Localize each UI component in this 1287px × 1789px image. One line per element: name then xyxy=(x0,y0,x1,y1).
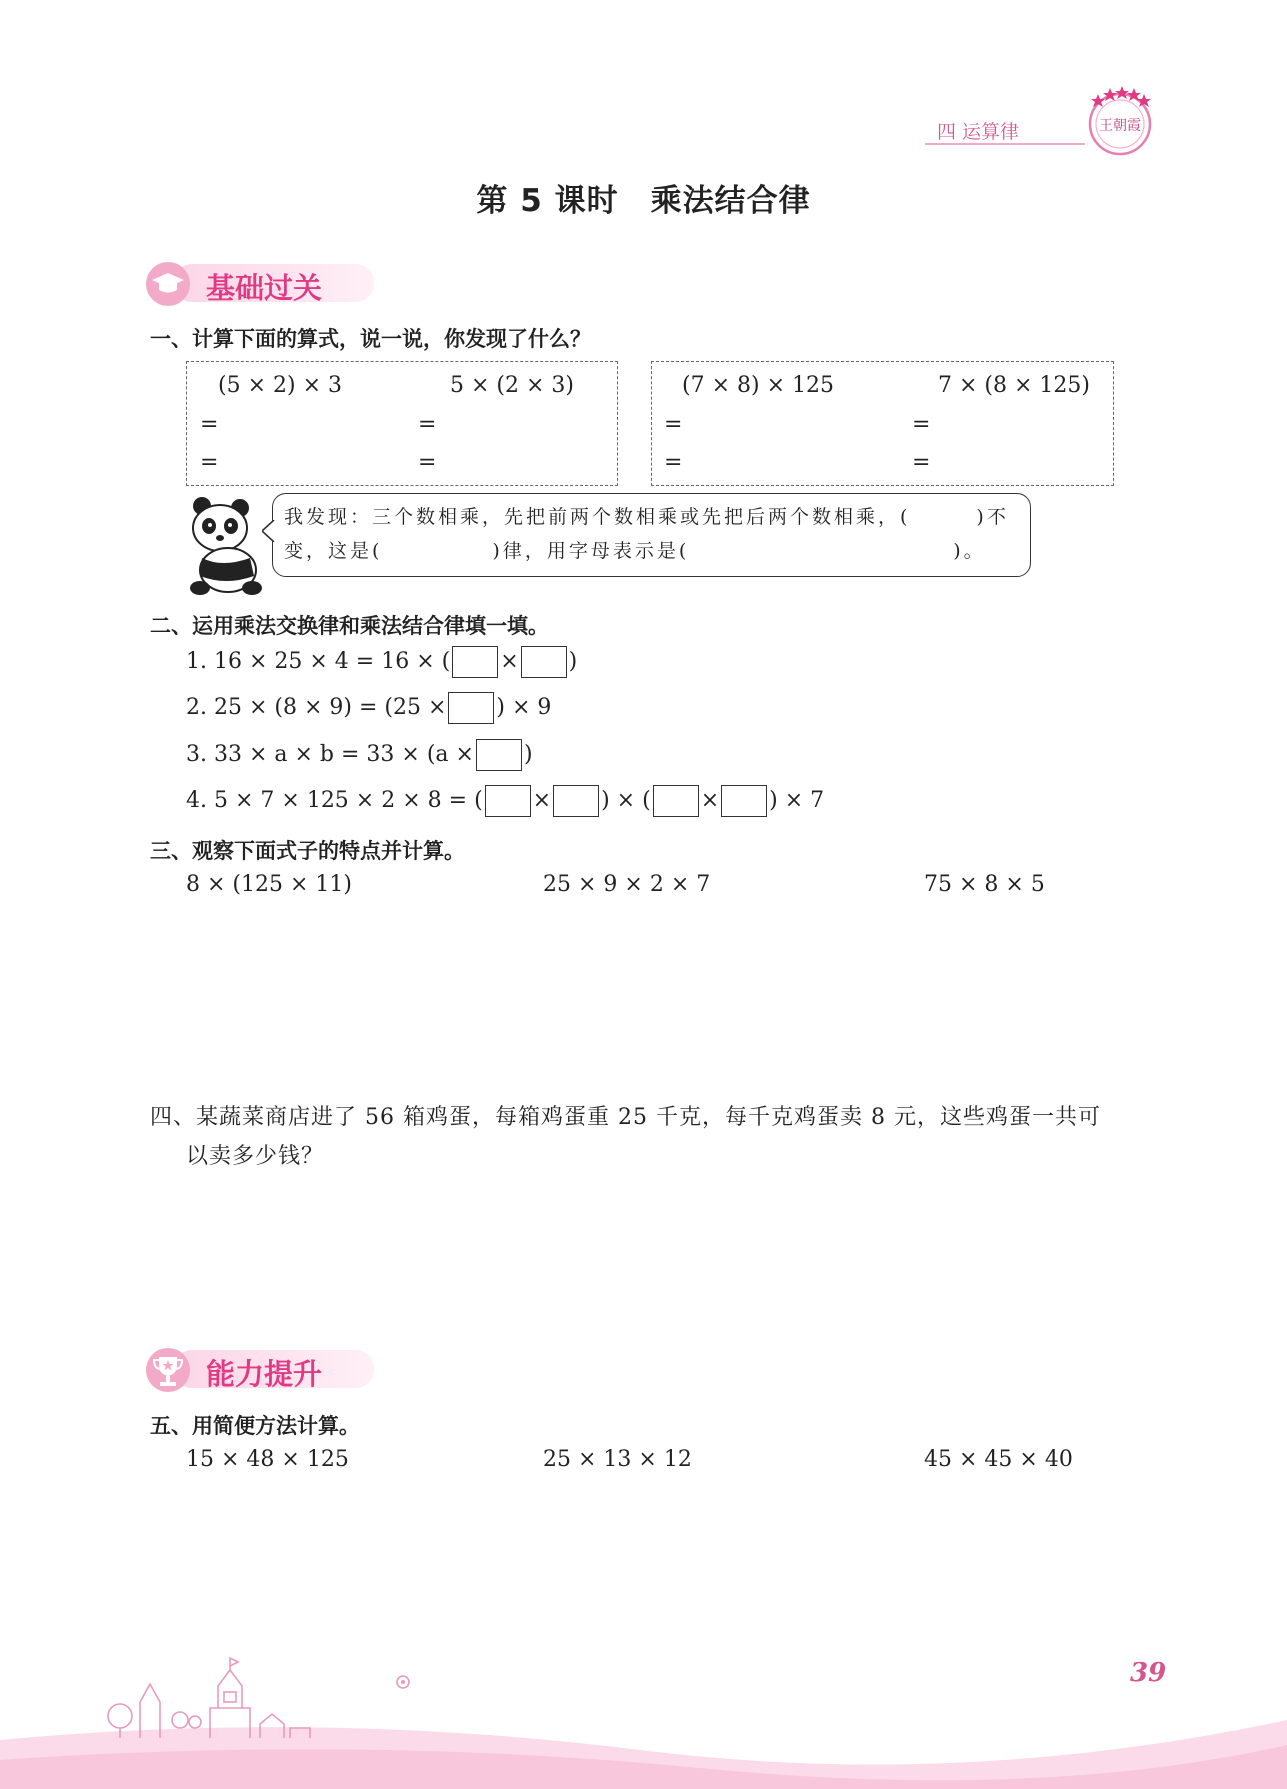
finding-text: 我发现：三个数相乘，先把前两个数相乘或先把后两个数相乘，( )不 xyxy=(284,506,1009,528)
question-4-text: 四、某蔬菜商店进了 56 箱鸡蛋，每箱鸡蛋重 25 千克，每千克鸡蛋卖 8 元，这些鸡蛋一共可 xyxy=(150,1105,1101,1130)
question-4-text: 以卖多少钱？ xyxy=(186,1144,325,1169)
flower-icon xyxy=(392,1672,414,1692)
finding-text: 变，这是( )律，用字母表示是( )。 xyxy=(284,540,986,562)
equals-sign: = xyxy=(418,450,437,475)
svg-text:王朝霞: 王朝霞 xyxy=(1099,118,1141,134)
calc-item: 75 × 8 × 5 xyxy=(924,872,1045,897)
question-1-prompt: 一、计算下面的算式，说一说，你发现了什么？ xyxy=(150,326,591,351)
row-text: × xyxy=(500,649,519,674)
calc-item: 25 × 13 × 12 xyxy=(543,1447,692,1472)
calc-item: 45 × 45 × 40 xyxy=(924,1447,1073,1472)
row-text: 4. 5 × 7 × 125 × 2 × 8 = ( xyxy=(186,788,483,813)
row-text: ) xyxy=(523,742,533,767)
fill-row-3 xyxy=(186,739,533,771)
row-text: × xyxy=(700,788,720,813)
equals-sign: = xyxy=(664,412,683,437)
answer-box[interactable] xyxy=(553,785,599,817)
answer-box[interactable] xyxy=(448,692,494,724)
calc-item: 15 × 48 × 125 xyxy=(186,1447,349,1472)
unit-tab: 四 运算律 xyxy=(937,121,1020,143)
fill-row-2 xyxy=(186,692,551,724)
calc-expression: 7 × (8 × 125) xyxy=(938,373,1090,398)
answer-box[interactable] xyxy=(721,785,767,817)
equals-sign: = xyxy=(912,450,931,475)
equals-sign: = xyxy=(200,412,219,437)
answer-box[interactable] xyxy=(476,739,522,771)
answer-box[interactable] xyxy=(653,785,699,817)
page-number: 39 xyxy=(1130,1658,1167,1688)
trophy-icon xyxy=(146,1348,190,1392)
answer-box[interactable] xyxy=(521,646,567,678)
section-label: 基础过关 xyxy=(206,271,323,305)
equals-sign: = xyxy=(418,412,437,437)
row-text: 1. 16 × 25 × 4 = 16 × ( xyxy=(186,649,451,674)
row-text: ) × 9 xyxy=(496,695,552,720)
row-text: 3. 33 × a × b = 33 × (a × xyxy=(186,742,474,767)
unit-underline xyxy=(925,143,1085,145)
answer-box[interactable] xyxy=(485,785,531,817)
calc-expression: (5 × 2) × 3 xyxy=(218,373,342,398)
equals-sign: = xyxy=(912,412,931,437)
brand-logo-icon xyxy=(1080,80,1160,160)
question-3-prompt: 三、观察下面式子的特点并计算。 xyxy=(150,838,465,863)
section-banner-advanced xyxy=(146,1344,386,1396)
page-title: 第 5 课时 乘法结合律 xyxy=(476,183,811,219)
section-label: 能力提升 xyxy=(206,1357,323,1391)
fill-row-4 xyxy=(186,785,824,817)
row-text: ) xyxy=(568,649,578,674)
calc-expression: (7 × 8) × 125 xyxy=(682,373,834,398)
question-2-prompt: 二、运用乘法交换律和乘法结合律填一填。 xyxy=(150,613,549,638)
row-text: ) × ( xyxy=(601,788,651,813)
question-5-prompt: 五、用简便方法计算。 xyxy=(150,1413,360,1438)
castle-town-icon xyxy=(100,1650,360,1740)
equals-sign: = xyxy=(200,450,219,475)
section-banner-basics xyxy=(146,258,386,310)
calc-item: 25 × 9 × 2 × 7 xyxy=(543,872,711,897)
graduation-cap-icon xyxy=(146,262,190,306)
row-text: 2. 25 × (8 × 9) = (25 × xyxy=(186,695,447,720)
answer-box[interactable] xyxy=(452,646,498,678)
row-text: × xyxy=(532,788,552,813)
calc-item: 8 × (125 × 11) xyxy=(186,872,352,897)
fill-row-1 xyxy=(186,646,577,678)
panda-mascot-icon xyxy=(182,496,274,596)
row-text: ) × 7 xyxy=(769,788,825,813)
bubble-tail xyxy=(262,520,276,542)
calc-expression: 5 × (2 × 3) xyxy=(450,373,574,398)
equals-sign: = xyxy=(664,450,683,475)
